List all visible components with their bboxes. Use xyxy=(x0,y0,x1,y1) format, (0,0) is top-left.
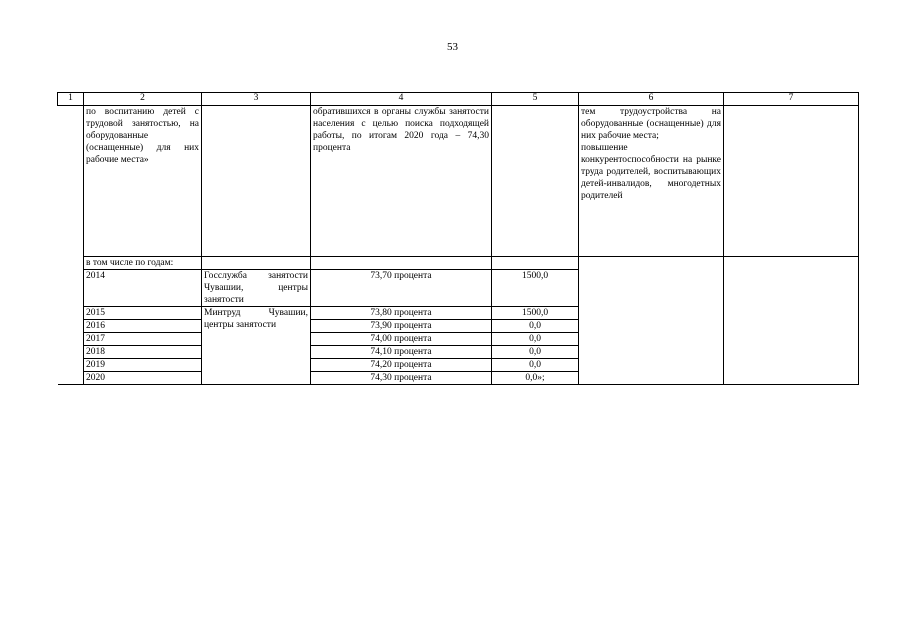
header-cell-3: 3 xyxy=(202,93,311,106)
years-col7-merged xyxy=(724,257,859,385)
header-cell-4: 4 xyxy=(311,93,492,106)
year-cell: 2019 xyxy=(84,359,202,372)
expected-result-part-a: тем трудоустройства на оборудованные (оснащенные) для них рабочие места; xyxy=(581,107,721,141)
year-indicator: 74,30 процента xyxy=(311,372,492,385)
header-row xyxy=(58,93,859,106)
header-cell-6: 6 xyxy=(579,93,724,106)
header-cell-5: 5 xyxy=(492,93,579,106)
year-amount: 0,0 xyxy=(492,333,579,346)
year-amount: 0,0»; xyxy=(492,372,579,385)
year-indicator: 74,00 процента xyxy=(311,333,492,346)
page-number: 53 xyxy=(447,41,458,53)
header-cell-1: 1 xyxy=(58,93,84,106)
executor-2014: Госслужба занятости Чувашии, центры занятости xyxy=(202,270,311,307)
year-indicator: 74,20 процента xyxy=(311,359,492,372)
header-cell-2: 2 xyxy=(84,93,202,106)
year-indicator: 73,70 процента xyxy=(311,270,492,307)
cell-col3-empty xyxy=(202,106,311,257)
year-indicator: 73,90 процента xyxy=(311,320,492,333)
cell-col7-empty xyxy=(724,106,859,257)
main-row xyxy=(58,106,859,257)
expected-result xyxy=(579,106,724,257)
year-cell: 2018 xyxy=(84,346,202,359)
by-years-label: в том числе по годам: xyxy=(84,257,202,270)
program-table xyxy=(57,92,859,385)
year-cell: 2016 xyxy=(84,320,202,333)
years-col6-merged xyxy=(579,257,724,385)
year-amount: 1500,0 xyxy=(492,307,579,320)
by-years-row xyxy=(58,257,859,270)
year-indicator: 74,10 процента xyxy=(311,346,492,359)
measure-description: по воспитанию детей с трудовой занятостью, на оборудованные (оснащенные) для них рабочие места» xyxy=(84,106,202,257)
year-amount: 0,0 xyxy=(492,320,579,333)
by-years-col3-empty xyxy=(202,257,311,270)
year-amount: 0,0 xyxy=(492,359,579,372)
by-years-col4-empty xyxy=(311,257,492,270)
year-amount: 0,0 xyxy=(492,346,579,359)
expected-result-part-b: повышение конкурентоспособности на рынке труда родителей, воспитывающих детей-инвалидов, многодетных родителей xyxy=(581,143,721,201)
year-indicator: 73,80 процента xyxy=(311,307,492,320)
executor-2015-2020: Минтруд Чувашии, центры занятости xyxy=(202,307,311,385)
year-cell: 2017 xyxy=(84,333,202,346)
cell-col1-empty xyxy=(58,106,84,385)
by-years-col5-empty xyxy=(492,257,579,270)
header-cell-7: 7 xyxy=(724,93,859,106)
year-cell: 2015 xyxy=(84,307,202,320)
year-amount: 1500,0 xyxy=(492,270,579,307)
cell-col5-empty xyxy=(492,106,579,257)
year-cell: 2014 xyxy=(84,270,202,307)
year-cell: 2020 xyxy=(84,372,202,385)
indicator-description: обратившихся в органы службы занятости населения с целью поиска подходящей работы, по итогам 2020 года – 74,30 процента xyxy=(311,106,492,257)
